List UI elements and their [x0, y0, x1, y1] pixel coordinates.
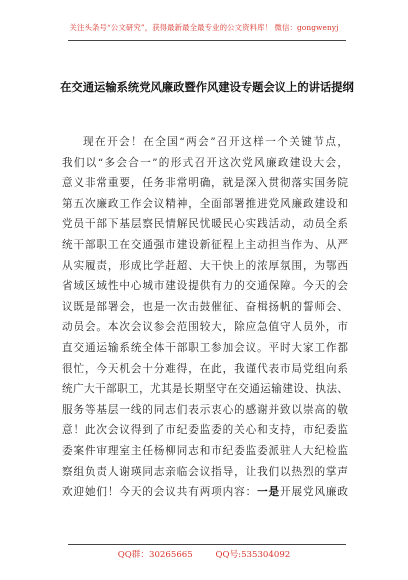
footer-qq-number: QQ号:535304092 [215, 550, 291, 560]
document-body [62, 132, 348, 503]
body-line: 党员干部下基层察民情解民忧暖民心实践活动，动员全系 [62, 218, 348, 231]
body-line: 意义非常重要，任务非常明确，就是深入贯彻落实国务院 [62, 177, 348, 190]
body-line: 从实履责，形成比学赶超、大干快上的浓厚氛围，为鄂西 [62, 259, 348, 272]
body-line: 委案件审理室主任杨柳同志和市纪委监委派驻人大纪检监 [62, 444, 348, 457]
body-line: 我们以“多会合一”的形式召开这次党风廉政建设大会， [62, 156, 348, 169]
body-line: 统干部职工在交通强市建设新征程上主动担当作为、从严 [62, 238, 348, 251]
body-line: 服务等基层一线的同志们表示衷心的感谢并致以崇高的敬 [62, 403, 348, 416]
document-title: 在交通运输系统党风廉政暨作风建设专题会议上的讲话提纲 [60, 80, 354, 94]
body-line: 动员会。本次会议参会范围较大，除应急值守人员外，市 [62, 321, 348, 334]
body-line-tail: 开展党风廉政 [280, 486, 348, 499]
body-line: 省域区域性中心城市建设提供有力的交通保障。今天的会 [62, 280, 348, 293]
footer-divider [68, 544, 346, 545]
body-line-text: 欢迎她们！今天的会议共有两项内容： [62, 486, 258, 499]
top-banner: 关注头条号“公文研究”，获得最新最全最专业的公文资料库！ 微信：gongwenyj [69, 23, 339, 32]
body-line-last [62, 482, 348, 503]
footer [0, 548, 408, 560]
footer-qq-group: QQ群：30265665 [117, 550, 193, 560]
body-line: 统广大干部职工，尤其是长期坚守在交通运输建设、执法、 [62, 383, 348, 396]
body-line: 察组负责人谢瑛同志亲临会议指导，让我们以热烈的掌声 [62, 465, 348, 478]
header-divider [68, 40, 346, 41]
bold-emphasis: 一是 [257, 486, 281, 499]
body-line: 现在开会！在全国“两会”召开这样一个关键节点， [83, 136, 348, 148]
body-line: 第五次廉政工作会议精神，全面部署推进党风廉政建设和 [62, 197, 348, 210]
body-line: 意！此次会议得到了市纪委监委的关心和支持，市纪委监 [62, 424, 348, 437]
body-line: 直交通运输系统全体干部职工参加会议。平时大家工作都 [62, 341, 348, 354]
body-line: 很忙，今天机会十分难得，在此，我谨代表市局党组向系 [62, 362, 348, 375]
body-line: 议既是部署会，也是一次击鼓催征、奋楫扬帆的誓师会、 [62, 300, 348, 313]
